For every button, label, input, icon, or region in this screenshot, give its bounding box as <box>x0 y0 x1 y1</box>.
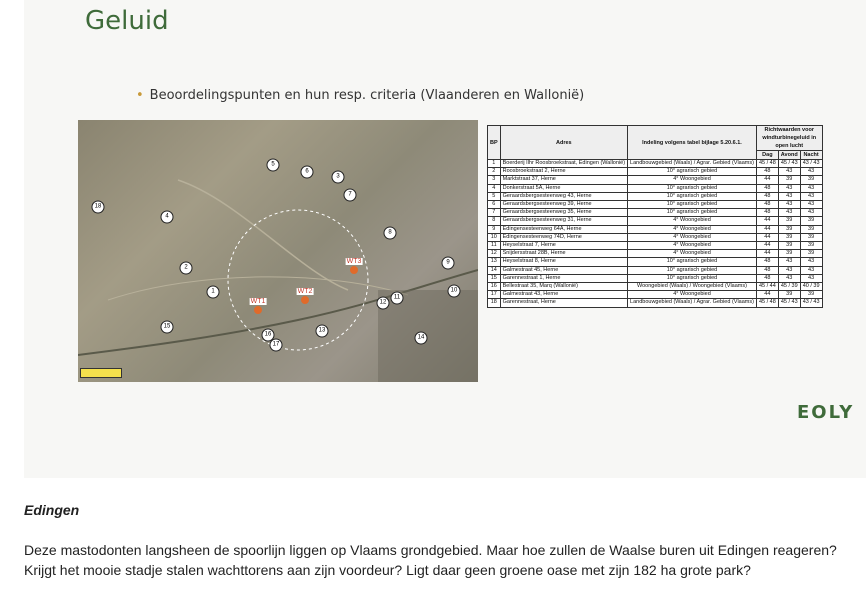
cell-bp: 12 <box>488 250 501 258</box>
map-point-6: 6 <box>301 166 314 179</box>
map-point-11: 11 <box>391 292 404 305</box>
header-adres: Adres <box>500 126 627 160</box>
table-row <box>488 250 823 258</box>
table-row <box>488 209 823 217</box>
table-row <box>488 274 823 282</box>
cell-adres: Geraardsbergsesteenweg 43, Herne <box>500 192 627 200</box>
cell-bp: 11 <box>488 242 501 250</box>
cell-avond: 39 <box>778 225 800 233</box>
map-point-7: 7 <box>344 189 357 202</box>
turbine-marker-wt3 <box>350 266 358 274</box>
table-row <box>488 242 823 250</box>
cell-adres: Edingensesteenweg 64A, Herne <box>500 225 627 233</box>
cell-adres: Garennestraat, Herne <box>500 299 627 307</box>
cell-avond: 45 / 43 <box>778 160 800 168</box>
cell-dag: 48 <box>756 274 778 282</box>
cell-nacht: 39 <box>800 225 822 233</box>
cell-avond: 39 <box>778 242 800 250</box>
table-row <box>488 266 823 274</box>
cell-bp: 13 <box>488 258 501 266</box>
cell-nacht: 43 <box>800 258 822 266</box>
table-row <box>488 184 823 192</box>
cell-avond: 39 <box>778 250 800 258</box>
eoly-logo: EOLY <box>797 402 855 423</box>
header-bp: BP <box>488 126 501 160</box>
cell-dag: 48 <box>756 201 778 209</box>
table-row <box>488 258 823 266</box>
cell-adres: Galmestraat 45, Herne <box>500 266 627 274</box>
turbine-marker-wt2 <box>301 296 309 304</box>
slide-bullet-text: Beoordelingspunten en hun resp. criteria (Vlaanderen en Wallonië) <box>149 88 585 103</box>
cell-adres: Geraardsbergsesteenweg 31, Herne <box>500 217 627 225</box>
cell-avond: 43 <box>778 209 800 217</box>
table-row <box>488 283 823 291</box>
cell-dag: 44 <box>756 217 778 225</box>
cell-avond: 43 <box>778 184 800 192</box>
cell-bp: 7 <box>488 209 501 217</box>
header-nacht: Nacht <box>800 151 822 160</box>
table-row <box>488 201 823 209</box>
cell-indeling: 10° agrarisch gebied <box>628 168 757 176</box>
cell-nacht: 43 / 43 <box>800 299 822 307</box>
cell-avond: 43 <box>778 258 800 266</box>
cell-indeling: 10° agrarisch gebied <box>628 201 757 209</box>
turbine-marker-wt1 <box>254 306 262 314</box>
cell-avond: 45 / 43 <box>778 299 800 307</box>
article-heading: Edingen <box>24 502 80 518</box>
table-row <box>488 225 823 233</box>
cell-bp: 18 <box>488 299 501 307</box>
cell-nacht: 39 <box>800 250 822 258</box>
cell-dag: 44 <box>756 176 778 184</box>
map-point-8: 8 <box>384 227 397 240</box>
map-point-4: 4 <box>161 211 174 224</box>
header-dag: Dag <box>756 151 778 160</box>
cell-avond: 43 <box>778 274 800 282</box>
cell-indeling: 4° Woongebied <box>628 291 757 299</box>
cell-indeling: 10° agrarisch gebied <box>628 192 757 200</box>
cell-indeling: 4° Woongebied <box>628 233 757 241</box>
map-point-17: 17 <box>270 339 283 352</box>
cell-bp: 6 <box>488 201 501 209</box>
cell-indeling: 10° agrarisch gebied <box>628 184 757 192</box>
cell-nacht: 43 <box>800 266 822 274</box>
cell-indeling: 10° agrarisch gebied <box>628 266 757 274</box>
cell-bp: 1 <box>488 160 501 168</box>
map-point-16: 16 <box>262 329 275 342</box>
header-avond: Avond <box>778 151 800 160</box>
cell-dag: 44 <box>756 291 778 299</box>
map-point-9: 9 <box>442 257 455 270</box>
cell-indeling: 4° Woongebied <box>628 217 757 225</box>
cell-dag: 48 <box>756 192 778 200</box>
table-row <box>488 291 823 299</box>
cell-dag: 44 <box>756 242 778 250</box>
map-point-13: 13 <box>316 325 329 338</box>
cell-indeling: Woongebied (Waals) / Woongebied (Vlaams) <box>628 283 757 291</box>
cell-nacht: 43 <box>800 184 822 192</box>
turbine-label-wt2: WT2 <box>297 288 313 295</box>
cell-adres: Geraardsbergsesteenweg 39, Herne <box>500 201 627 209</box>
slide-title: Geluid <box>85 6 169 36</box>
cell-nacht: 40 / 39 <box>800 283 822 291</box>
slide-image <box>24 0 866 478</box>
cell-indeling: 10° agrarisch gebied <box>628 258 757 266</box>
cell-adres: Garennestraat 1, Herne <box>500 274 627 282</box>
cell-bp: 3 <box>488 176 501 184</box>
cell-bp: 2 <box>488 168 501 176</box>
cell-avond: 39 <box>778 291 800 299</box>
slide-bullet <box>136 88 584 103</box>
cell-avond: 43 <box>778 192 800 200</box>
cell-adres: Marktstraat 37, Herne <box>500 176 627 184</box>
cell-dag: 48 <box>756 184 778 192</box>
cell-nacht: 43 <box>800 192 822 200</box>
cell-bp: 17 <box>488 291 501 299</box>
cell-nacht: 39 <box>800 176 822 184</box>
cell-avond: 43 <box>778 266 800 274</box>
cell-bp: 14 <box>488 266 501 274</box>
turbine-label-wt3: WT3 <box>346 258 362 265</box>
cell-adres: Galmestraat 43, Herne <box>500 291 627 299</box>
cell-dag: 44 <box>756 233 778 241</box>
cell-nacht: 43 <box>800 168 822 176</box>
cell-avond: 39 <box>778 233 800 241</box>
article-body: Deze mastodonten langsheen de spoorlijn liggen op Vlaams grondgebied. Maar hoe zullen de Waalse buren uit Edingen reageren? Krijgt het mooie stadje stalen wachttorens aan zijn voordeur? Ligt daar geen groene oase met zijn 182 ha grote park? <box>24 542 837 578</box>
header-indeling: Indeling volgens tabel bijlage 5.20.6.1. <box>628 126 757 160</box>
cell-indeling: 10° agrarisch gebied <box>628 209 757 217</box>
cell-avond: 45 / 39 <box>778 283 800 291</box>
cell-bp: 10 <box>488 233 501 241</box>
cell-bp: 4 <box>488 184 501 192</box>
map-point-15: 15 <box>161 321 174 334</box>
cell-bp: 5 <box>488 192 501 200</box>
cell-dag: 48 <box>756 168 778 176</box>
cell-nacht: 39 <box>800 291 822 299</box>
map-scale-bar <box>80 368 122 378</box>
criteria-table <box>487 125 823 308</box>
cell-nacht: 43 / 43 <box>800 160 822 168</box>
cell-adres: Heyselstraat 8, Herne <box>500 258 627 266</box>
cell-nacht: 39 <box>800 242 822 250</box>
cell-indeling: 4° Woongebied <box>628 242 757 250</box>
map-point-5: 5 <box>267 159 280 172</box>
cell-nacht: 43 <box>800 209 822 217</box>
cell-adres: Geraardsbergsesteenweg 35, Herne <box>500 209 627 217</box>
cell-avond: 43 <box>778 168 800 176</box>
cell-adres: Heyselstraat 7, Herne <box>500 242 627 250</box>
cell-indeling: Landbouwgebied (Waals) / Agrar. Gebied (Vlaams) <box>628 299 757 307</box>
table-row <box>488 176 823 184</box>
cell-nacht: 43 <box>800 201 822 209</box>
cell-avond: 43 <box>778 201 800 209</box>
map-point-14: 14 <box>415 332 428 345</box>
cell-indeling: 10° agrarisch gebied <box>628 274 757 282</box>
cell-nacht: 39 <box>800 217 822 225</box>
cell-adres: Snijdersstraat 28B, Herne <box>500 250 627 258</box>
cell-avond: 39 <box>778 176 800 184</box>
cell-dag: 48 <box>756 209 778 217</box>
cell-dag: 45 / 48 <box>756 160 778 168</box>
table-row <box>488 233 823 241</box>
cell-indeling: 4° Woongebied <box>628 225 757 233</box>
cell-bp: 9 <box>488 225 501 233</box>
cell-indeling: 4° Woongebied <box>628 250 757 258</box>
header-richtwaarden: Richtwaarden voor windturbinegeluid in open lucht <box>756 126 822 151</box>
table-row <box>488 168 823 176</box>
cell-adres: Roosbroekstraat 2, Herne <box>500 168 627 176</box>
cell-adres: Bellestraat 35, Marq (Wallonië) <box>500 283 627 291</box>
cell-nacht: 39 <box>800 233 822 241</box>
cell-adres: Boerderij Ilhr Roosbroekstraat, Edingen (Wallonië) <box>500 160 627 168</box>
table-row <box>488 217 823 225</box>
cell-adres: Edingensesteenweg 74D, Herne <box>500 233 627 241</box>
cell-dag: 48 <box>756 266 778 274</box>
map-point-2: 2 <box>180 262 193 275</box>
aerial-map <box>78 120 478 382</box>
cell-bp: 16 <box>488 283 501 291</box>
table-row <box>488 192 823 200</box>
map-point-12: 12 <box>377 297 390 310</box>
cell-dag: 45 / 44 <box>756 283 778 291</box>
cell-adres: Donkerstraat 5A, Herne <box>500 184 627 192</box>
map-point-3: 3 <box>332 171 345 184</box>
cell-indeling: Landbouwgebied (Waals) / Agrar. Gebied (Vlaams) <box>628 160 757 168</box>
cell-dag: 45 / 48 <box>756 299 778 307</box>
cell-nacht: 43 <box>800 274 822 282</box>
cell-dag: 44 <box>756 225 778 233</box>
cell-bp: 15 <box>488 274 501 282</box>
map-point-18: 18 <box>92 201 105 214</box>
turbine-label-wt1: WT1 <box>250 298 266 305</box>
bullet-dot-icon: • <box>136 88 144 103</box>
cell-dag: 44 <box>756 250 778 258</box>
cell-bp: 8 <box>488 217 501 225</box>
cell-indeling: 4° Woongebied <box>628 176 757 184</box>
cell-avond: 39 <box>778 217 800 225</box>
cell-dag: 48 <box>756 258 778 266</box>
table-row <box>488 299 823 307</box>
map-point-1: 1 <box>207 286 220 299</box>
table-row <box>488 160 823 168</box>
map-point-10: 10 <box>448 285 461 298</box>
